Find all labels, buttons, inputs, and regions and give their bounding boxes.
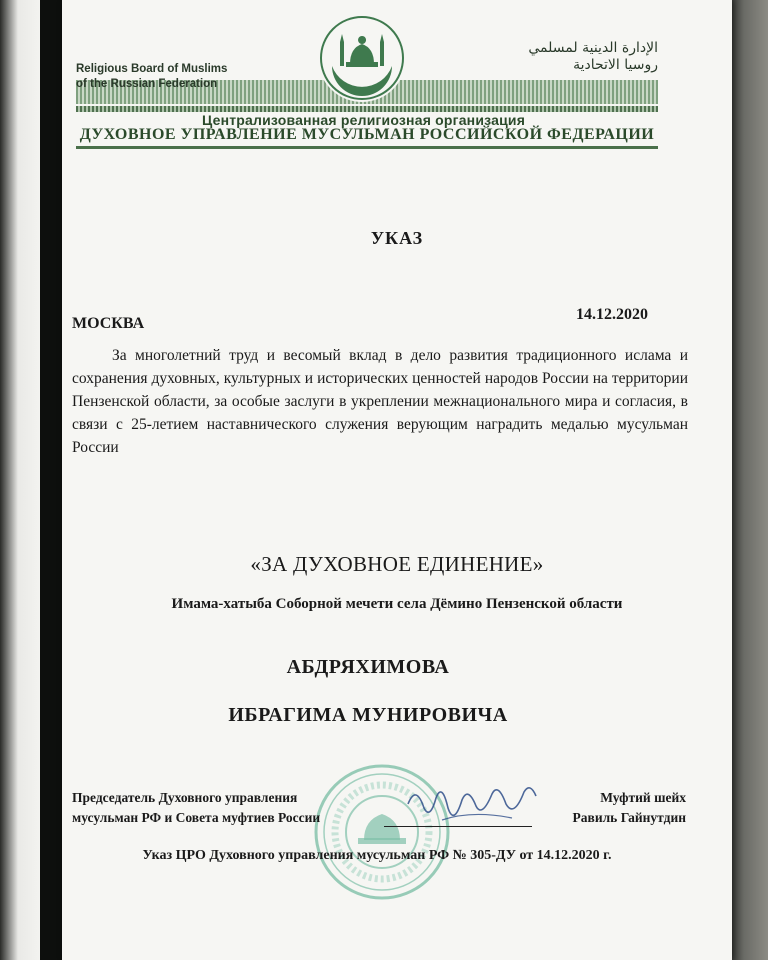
- signatory-full-name: Равиль Гайнутдин: [572, 810, 686, 825]
- org-name: ДУХОВНОЕ УПРАВЛЕНИЕ МУСУЛЬМАН РОССИЙСКОЙ ФЕДЕРАЦИИ: [79, 126, 655, 143]
- arabic-org-name-line2: روسيا الاتحادية: [573, 57, 658, 73]
- english-org-name: [76, 62, 227, 92]
- document-city: МОСКВА: [72, 315, 145, 332]
- signature-line: [384, 826, 532, 827]
- english-org-name-line1: Religious Board of Muslims: [76, 63, 228, 75]
- recipient-names: ИБРАГИМА МУНИРОВИЧА: [228, 704, 508, 726]
- arabic-org-name-line1: الإدارة الدينية لمسلمي: [528, 40, 658, 56]
- org-type: Централизованная религиозная организация: [202, 112, 526, 128]
- signatory-title-line2: мусульман РФ и Совета муфтиев России: [72, 810, 321, 825]
- document-date: 14.12.2020: [576, 306, 648, 323]
- medal-name: «ЗА ДУХОВНОЕ ЕДИНЕНИЕ»: [250, 552, 544, 576]
- folder-edge: [728, 0, 768, 960]
- english-org-name-line2: of the Russian Federation: [76, 78, 218, 90]
- signatory-title-line1: Председатель Духовного управления: [72, 790, 298, 805]
- recipient-surname: АБДРЯХИМОВА: [286, 656, 450, 678]
- decree-reference: Указ ЦРО Духовного управления мусульман РФ № 305-ДУ от 14.12.2020 г.: [142, 848, 612, 863]
- signatory-title: [72, 788, 320, 828]
- signatory-name: [522, 788, 686, 828]
- folder-binding: [40, 0, 62, 960]
- mosque-logo-icon: [318, 14, 406, 102]
- handwritten-signature: [402, 774, 542, 834]
- arabic-org-name: [528, 40, 658, 74]
- signatory-rank: Муфтий шейх: [600, 790, 686, 805]
- recipient-position: Имама-хатыба Соборной мечети села Дёмино Пензенской области: [171, 596, 623, 612]
- decree-document: [62, 0, 732, 960]
- decree-body: За многолетний труд и весомый вклад в дело развития традиционного ислама и сохранения духовных, культурных и исторических ценностей народов России на территории Пензенской области, за особые заслуги в укреплении межнационального мира и согласия, в связи с 25-летием наставнического служения верующим наградить медалью мусульман России: [72, 347, 688, 456]
- document-title: УКАЗ: [370, 228, 424, 248]
- header-divider: [76, 146, 658, 149]
